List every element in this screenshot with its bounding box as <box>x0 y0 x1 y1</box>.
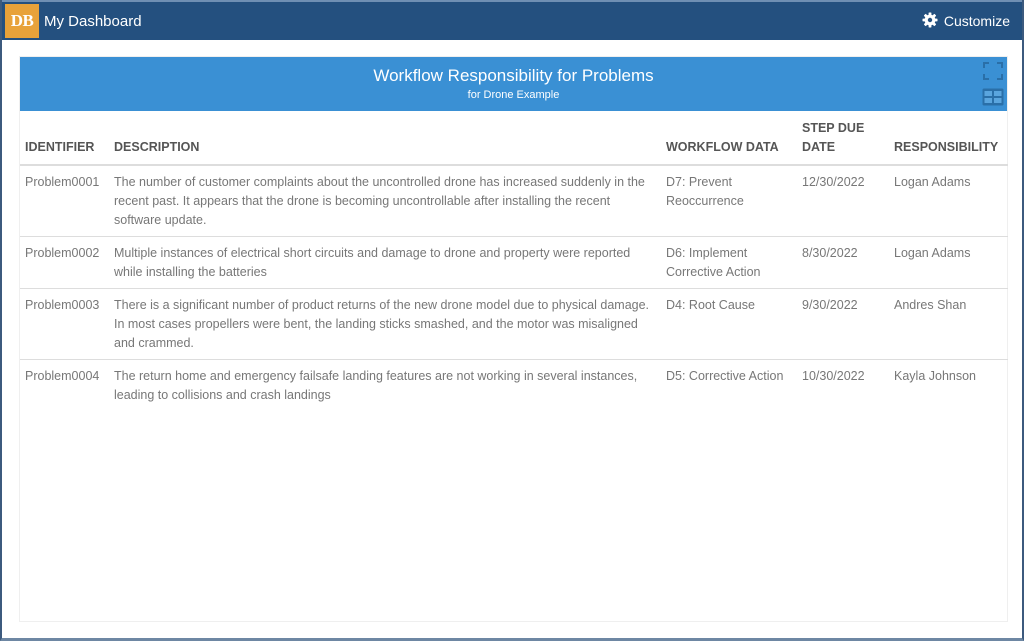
cell-responsibility: Andres Shan <box>889 289 1008 360</box>
cell-step-due-date: 9/30/2022 <box>797 289 889 360</box>
column-header-description[interactable]: DESCRIPTION <box>109 119 661 165</box>
column-header-workflow-data[interactable]: WORKFLOW DATA <box>661 119 797 165</box>
cell-description: The return home and emergency failsafe landing features are not working in several instances, leading to collisions and crash landings <box>114 369 638 402</box>
widget-header <box>20 57 1007 111</box>
cell-identifier: Problem0001 <box>20 165 109 237</box>
cell-responsibility: Logan Adams <box>889 237 1008 289</box>
widget-subtitle: for Drone Example <box>467 89 560 101</box>
workflow-responsibility-widget <box>19 56 1008 622</box>
app-title[interactable]: My Dashboard <box>44 12 142 30</box>
problems-table <box>20 119 1008 411</box>
column-header-responsibility[interactable]: RESPONSIBILITY <box>889 119 1008 165</box>
cell-identifier: Problem0004 <box>25 369 100 383</box>
top-bar <box>2 0 1022 40</box>
cell-workflow-data: D7: Prevent Reoccurrence <box>661 165 797 237</box>
cell-description: The number of customer complaints about the uncontrolled drone has increased suddenly in the recent past. It appears that the drone is becoming uncontrollable after installing the recent software update. <box>109 165 661 237</box>
table-row[interactable] <box>20 237 1008 289</box>
expand-icon[interactable] <box>982 61 1004 81</box>
widget-title: Workflow Responsibility for Problems <box>373 66 654 85</box>
cell-description: Multiple instances of electrical short circuits and damage to drone and property were reported while installing the batteries <box>109 237 661 289</box>
cell-step-due-date: 8/30/2022 <box>797 237 889 289</box>
customize-label: Customize <box>943 13 1010 29</box>
cell-responsibility: Kayla Johnson <box>894 369 977 383</box>
table-row[interactable] <box>20 360 1008 412</box>
customize-button[interactable] <box>922 2 1010 40</box>
cell-workflow-data: D6: Implement Corrective Action <box>661 237 797 289</box>
cell-identifier: Problem0002 <box>20 237 109 289</box>
cell-responsibility: Logan Adams <box>889 165 1008 237</box>
cell-workflow-data: D4: Root Cause <box>661 289 797 360</box>
app-logo[interactable]: DB <box>5 4 39 38</box>
column-header-step-due-date[interactable]: STEP DUE DATE <box>797 119 889 165</box>
column-header-identifier[interactable]: IDENTIFIER <box>20 119 109 165</box>
table-header-row <box>20 119 1008 165</box>
cell-description: There is a significant number of product returns of the new drone model due to physical damage. In most cases propellers were bent, the landing sticks smashed, and the motor was misaligned and crammed. <box>109 289 661 360</box>
cell-workflow-data: D5: Corrective Action <box>666 369 784 383</box>
table-row[interactable] <box>20 165 1008 237</box>
table-row[interactable] <box>20 289 1008 360</box>
cell-identifier: Problem0003 <box>20 289 109 360</box>
cell-step-due-date: 12/30/2022 <box>797 165 889 237</box>
gear-icon <box>922 12 944 31</box>
cell-step-due-date: 10/30/2022 <box>802 369 865 383</box>
layout-grid-icon[interactable] <box>982 87 1004 107</box>
